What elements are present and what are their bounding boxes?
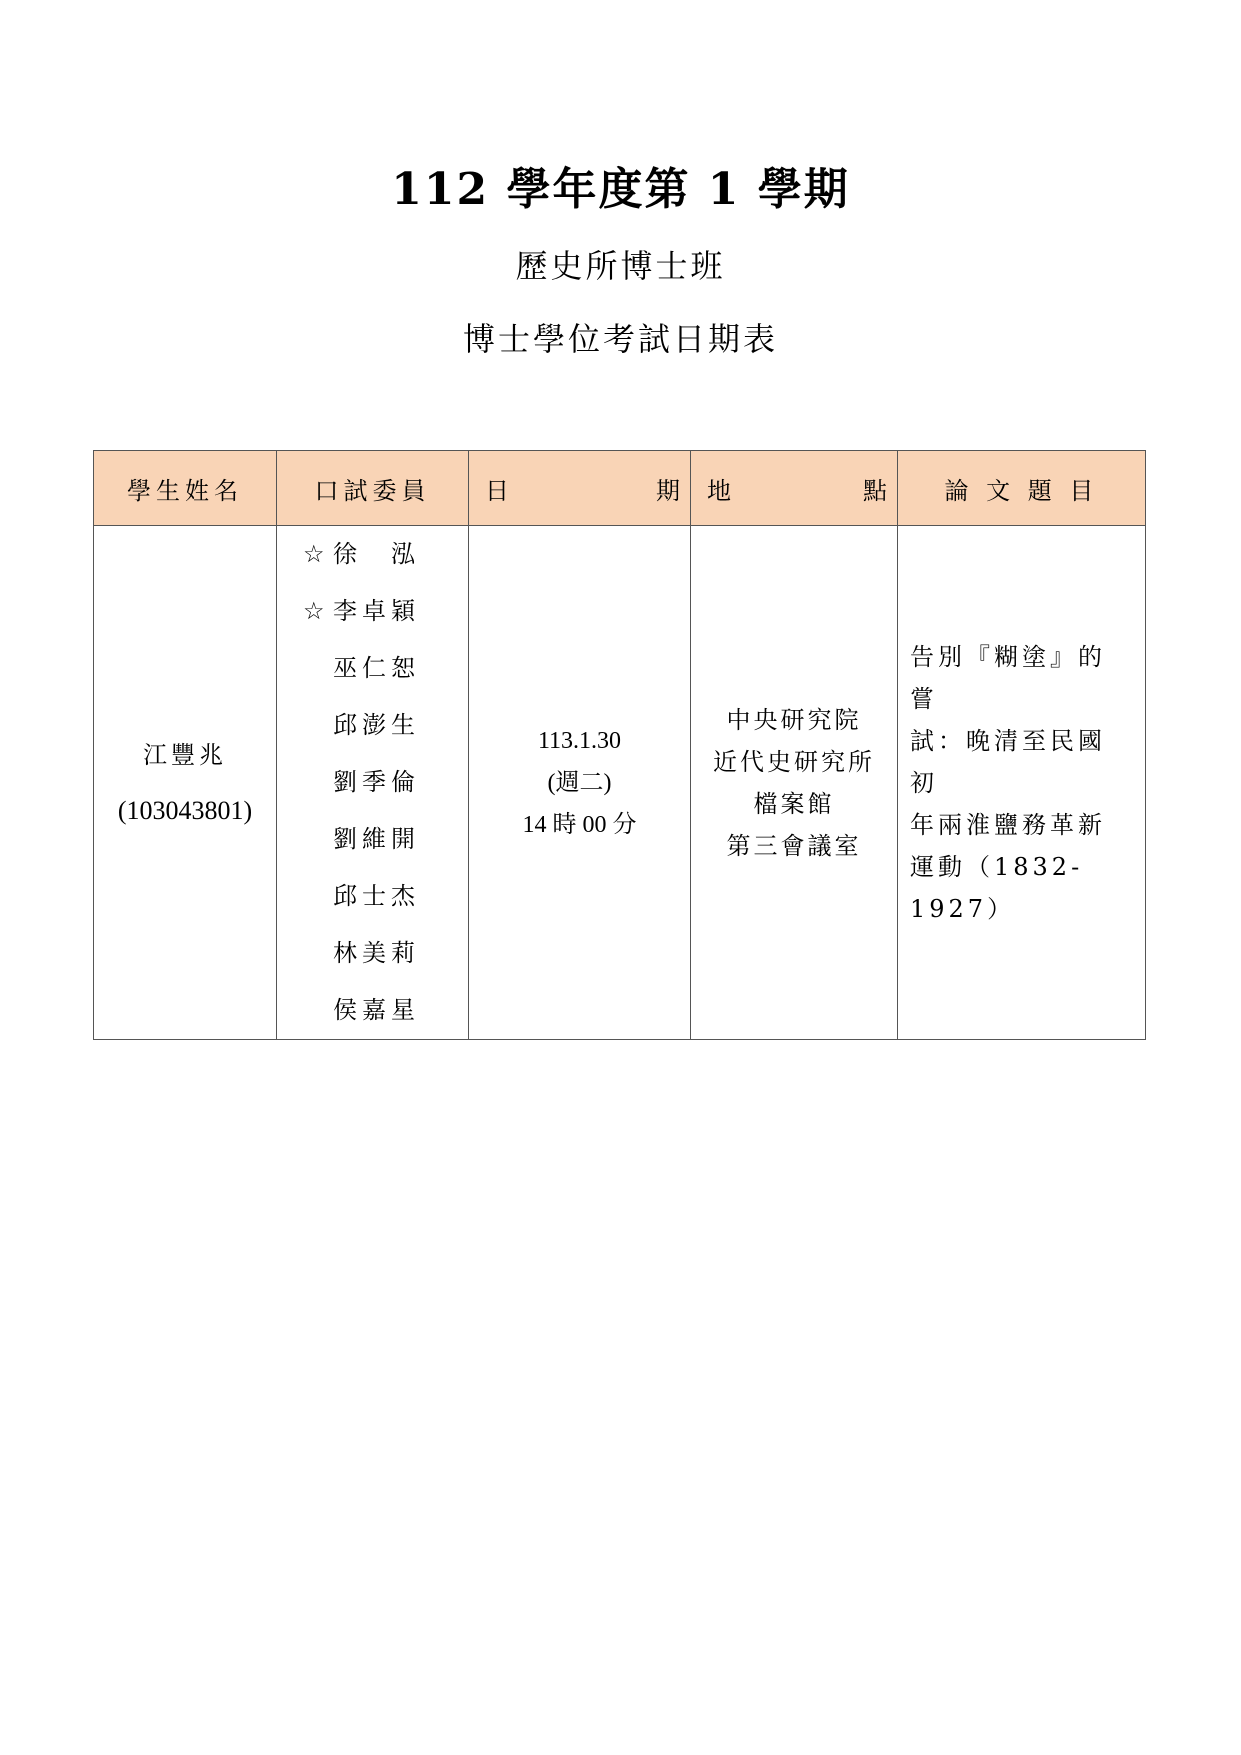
committee-member-name: 徐 泓 [333, 540, 420, 568]
table-title: 博士學位考試日期表 [462, 320, 778, 358]
committee-member [277, 811, 468, 868]
date-cell [469, 526, 691, 1040]
convener-star-icon: ☆ [303, 597, 330, 625]
student-name: 江豐兆 [143, 740, 227, 769]
header-place-left: 地 [707, 476, 731, 505]
table-header-row [94, 451, 1146, 526]
thesis-line: 告別『糊塗』的嘗 [910, 642, 1106, 713]
committee-member [277, 982, 468, 1039]
header-date-right: 期 [656, 476, 680, 505]
committee-member [277, 868, 468, 925]
thesis-line: 運動（1832-1927） [910, 852, 1084, 923]
committee-member-name: 邱澎生 [333, 711, 420, 739]
committee-member-name: 邱士杰 [333, 882, 420, 910]
place-line: 近代史研究所 [713, 747, 875, 776]
header-place [691, 451, 898, 526]
thesis-line: 試：晚清至民國初 [910, 726, 1106, 797]
committee-member-name: 侯嘉星 [333, 996, 420, 1024]
student-cell [94, 526, 277, 1040]
committee-member-name: 林美莉 [333, 939, 420, 967]
committee-member [277, 583, 468, 640]
header-date [469, 451, 691, 526]
committee-member [277, 697, 468, 754]
exam-weekday: (週二) [547, 769, 612, 796]
header-place-right: 點 [863, 476, 887, 505]
header-student-name: 學生姓名 [94, 451, 277, 526]
page-title: 112 學年度第 1 學期 [391, 164, 850, 215]
department-subtitle: 歷史所博士班 [515, 247, 726, 285]
exam-time: 14 時 00 分 [522, 811, 637, 838]
table-row [94, 526, 1146, 1040]
committee-member [277, 754, 468, 811]
thesis-line: 年兩淮鹽務革新 [910, 810, 1106, 839]
place-line: 檔案館 [753, 789, 835, 818]
committee-member-name: 劉維開 [333, 825, 420, 853]
thesis-cell [898, 526, 1146, 1040]
convener-star-icon: ☆ [303, 540, 330, 568]
header-thesis-title: 論 文 題 目 [898, 451, 1146, 526]
header-committee: 口試委員 [277, 451, 469, 526]
committee-member-name: 巫仁恕 [333, 654, 420, 682]
committee-member [277, 640, 468, 697]
committee-member [277, 526, 468, 583]
place-line: 中央研究院 [726, 705, 862, 734]
place-cell [691, 526, 898, 1040]
exam-date: 113.1.30 [537, 727, 622, 754]
student-id: (103043801) [117, 795, 253, 825]
header-date-left: 日 [485, 476, 509, 505]
place-line: 第三會議室 [726, 831, 862, 860]
exam-schedule-table [93, 450, 1146, 1040]
committee-member [277, 925, 468, 982]
committee-member-name: 劉季倫 [333, 768, 420, 796]
committee-cell [277, 526, 469, 1040]
committee-member-name: 李卓穎 [333, 597, 420, 625]
